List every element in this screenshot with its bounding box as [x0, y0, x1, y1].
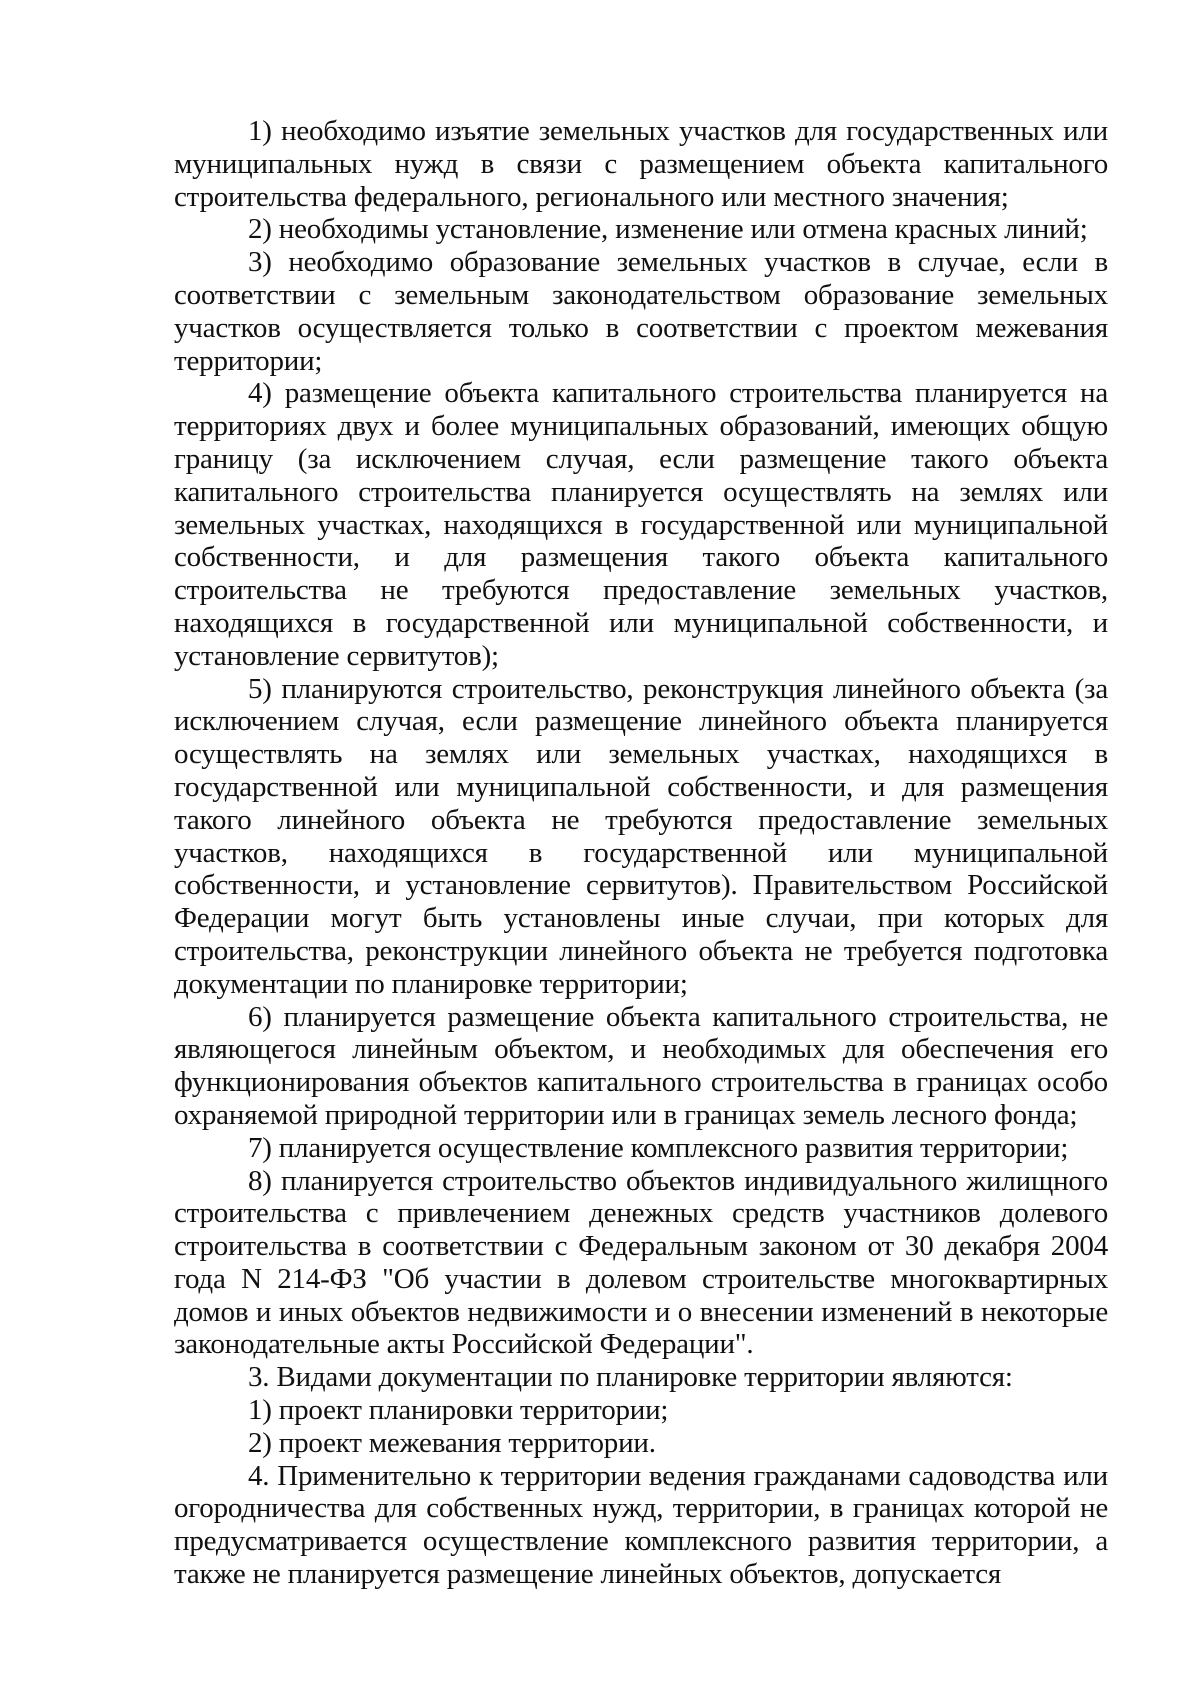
section-3-heading: 3. Видами документации по планировке территории являются: — [248, 1361, 1013, 1394]
paragraph-item-5: 5) планируются строительство, реконструкция линейного объекта (за исключением случая, если размещение линейного объекта планируется осуществлять на землях или земельных участках, находящихся в государственной или муниципальной собственности, и для размещения такого линейного объекта не требуются предоставление земельных участков, находящихся в государственной или муниципальной собственности, и установление сервитутов). Правительством Российской Федерации могут быть установлены иные случаи, при которых для строительства, реконструкции линейного объекта не требуется подготовка документации по планировке территории; — [174, 672, 1108, 1000]
paragraph-item-3: 3) необходимо образование земельных участков в случае, если в соответствии с земельным законодательством образование земельных участков осуществляется только в соответствии с проектом межевания территории; — [174, 246, 1108, 377]
document-text-body — [174, 115, 1108, 1591]
paragraph-item-6: 6) планируется размещение объекта капитального строительства, не являющегося линейным объектом, и необходимых для обеспечения его функционирования объектов капитального строительства в границах особо охраняемой природной территории или в границах земель лесного фонда; — [174, 1000, 1108, 1131]
paragraph-item-1: 1) необходимо изъятие земельных участков для государственных или муниципальных нужд в связи с размещением объекта капитального строительства федерального, регионального или местного значения; — [174, 115, 1108, 213]
section-4-paragraph: 4. Применительно к территории ведения гражданами садоводства или огородничества для собственных нужд, территории, в границах которой не предусматривается осуществление комплексного развития территории, а также не планируется размещение линейных объектов, допускается — [174, 1459, 1108, 1591]
paragraph-item-2: 2) необходимы установление, изменение или отмена красных линий; — [248, 213, 1088, 246]
paragraph-item-7: 7) планируется осуществление комплексного развития территории; — [248, 1131, 1069, 1164]
paragraph-item-8: 8) планируется строительство объектов индивидуального жилищного строительства с привлечением денежных средств участников долевого строительства в соответствии с Федеральным законом от 30 декабря 2004 года N 214-ФЗ "Об участии в долевом строительстве многоквартирных домов и иных объектов недвижимости и о внесении изменений в некоторые законодательные акты Российской Федерации". — [174, 1164, 1108, 1361]
paragraph-item-4: 4) размещение объекта капитального строительства планируется на территориях двух и более муниципальных образований, имеющих общую границу (за исключением случая, если размещение такого объекта капитального строительства планируется осуществлять на землях или земельных участках, находящихся в государственной или муниципальной собственности, и для размещения такого объекта капитального строительства не требуются предоставление земельных участков, находящихся в государственной или муниципальной собственности, и установление сервитутов); — [174, 377, 1108, 672]
document-type-item-2: 2) проект межевания территории. — [248, 1426, 656, 1459]
document-type-item-1: 1) проект планировки территории; — [248, 1394, 669, 1427]
